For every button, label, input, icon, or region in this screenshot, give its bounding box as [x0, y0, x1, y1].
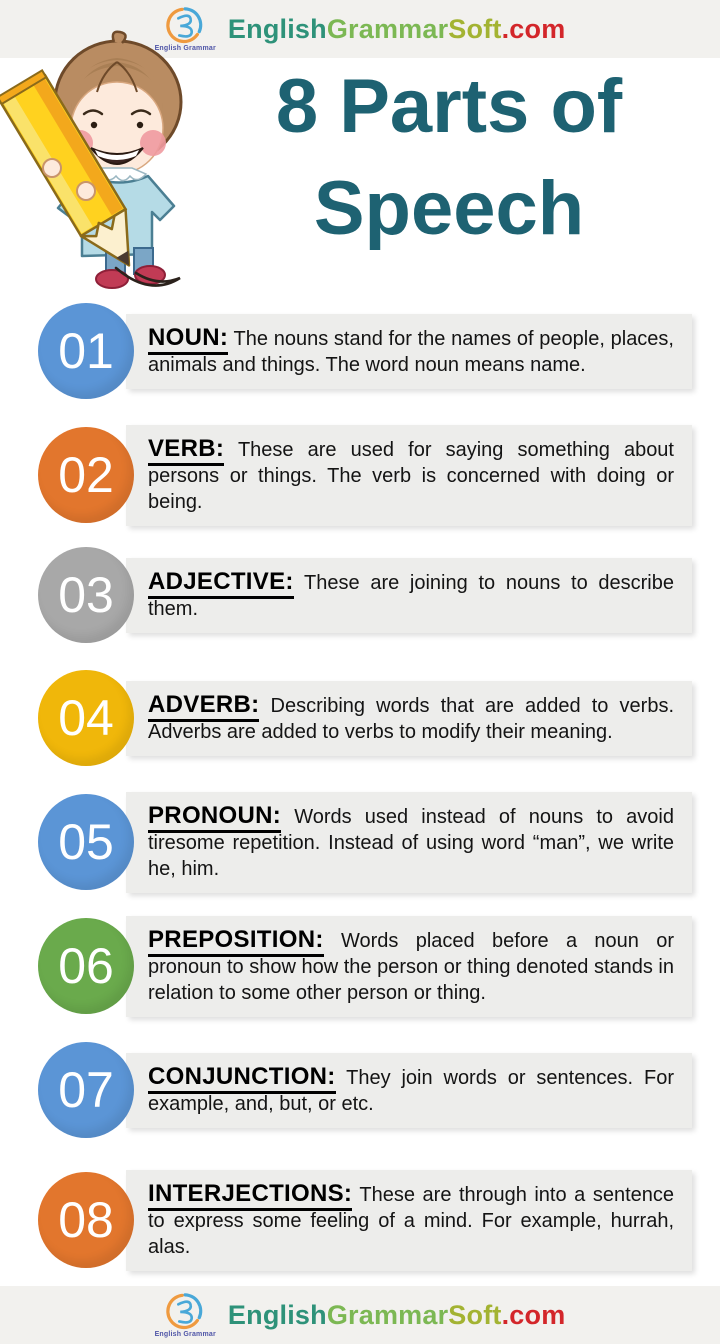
part-of-speech-item-interjections	[38, 1158, 692, 1282]
logo-swirl-icon	[166, 1292, 204, 1330]
item-term: PREPOSITION:	[148, 926, 324, 957]
site-logo-footer	[155, 1292, 216, 1338]
part-of-speech-item-pronoun	[38, 780, 692, 904]
brand-grammar: Grammar	[326, 1299, 449, 1330]
item-number-badge: 04	[38, 670, 134, 766]
part-of-speech-item-adjective	[38, 533, 692, 657]
item-number-badge: 08	[38, 1172, 134, 1268]
brand-text	[228, 14, 566, 45]
item-definition: Words placed before a noun or pronoun to show how the person or thing denoted stands in relation to some other person or thing.	[148, 929, 675, 1004]
part-of-speech-item-noun	[38, 289, 692, 413]
item-panel	[126, 916, 692, 1017]
item-number-badge: 05	[38, 794, 134, 890]
part-of-speech-item-verb	[38, 413, 692, 537]
brand-soft: Soft	[448, 13, 502, 44]
brand-english: English	[227, 1299, 327, 1330]
brand-text-footer	[228, 1300, 566, 1331]
brand-soft: Soft	[448, 1299, 502, 1330]
brand-com: .com	[501, 1299, 566, 1330]
item-panel	[126, 681, 692, 756]
item-definition: These are joining to nouns to describe them.	[148, 571, 674, 620]
item-panel	[126, 314, 692, 389]
item-panel	[126, 1053, 692, 1128]
item-term: VERB:	[148, 435, 224, 466]
brand-english: English	[227, 13, 327, 44]
brand-grammar: Grammar	[326, 13, 449, 44]
item-panel	[126, 558, 692, 633]
item-term: INTERJECTIONS:	[148, 1180, 352, 1211]
item-term: PRONOUN:	[148, 802, 281, 833]
part-of-speech-item-preposition	[38, 904, 692, 1028]
page-title	[185, 56, 713, 260]
logo-caption: English Grammar	[154, 1331, 216, 1338]
item-number-badge: 01	[38, 303, 134, 399]
item-definition: They join words or sentences. For example, and, but, or etc.	[148, 1066, 674, 1115]
page-title-line1: 8 Parts of	[275, 64, 623, 149]
item-number-badge: 06	[38, 918, 134, 1014]
item-panel	[126, 792, 692, 893]
part-of-speech-item-adverb	[38, 656, 692, 780]
item-number-badge: 02	[38, 427, 134, 523]
footer-bar	[0, 1286, 720, 1344]
item-number-badge: 03	[38, 547, 134, 643]
item-number-badge: 07	[38, 1042, 134, 1138]
item-definition: Words used instead of nouns to avoid tiresome repetition. Instead of using word “man”, we write he, him.	[148, 805, 674, 880]
item-definition: The nouns stand for the names of people, places, animals and things. The word noun means name.	[148, 327, 674, 376]
item-definition: These are used for saying something about persons or things. The verb is concerned with doing or being.	[148, 438, 674, 513]
item-term: CONJUNCTION:	[148, 1063, 336, 1094]
brand-com: .com	[501, 13, 566, 44]
item-definition: These are through into a sentence to express some feeling of a mind. For example, hurrah, alas.	[148, 1183, 674, 1258]
item-panel	[126, 1170, 692, 1271]
logo-caption: English Grammar	[154, 45, 216, 52]
item-term: NOUN:	[148, 324, 228, 355]
item-term: ADVERB:	[148, 691, 259, 722]
item-panel	[126, 425, 692, 526]
item-definition: Describing words that are added to verbs. Adverbs are added to verbs to modify their meaning.	[148, 694, 674, 743]
page-title-line2: Speech	[313, 166, 585, 251]
child-with-pencil-illustration	[0, 10, 205, 295]
item-term: ADJECTIVE:	[148, 568, 294, 599]
part-of-speech-item-conjunction	[38, 1028, 692, 1152]
